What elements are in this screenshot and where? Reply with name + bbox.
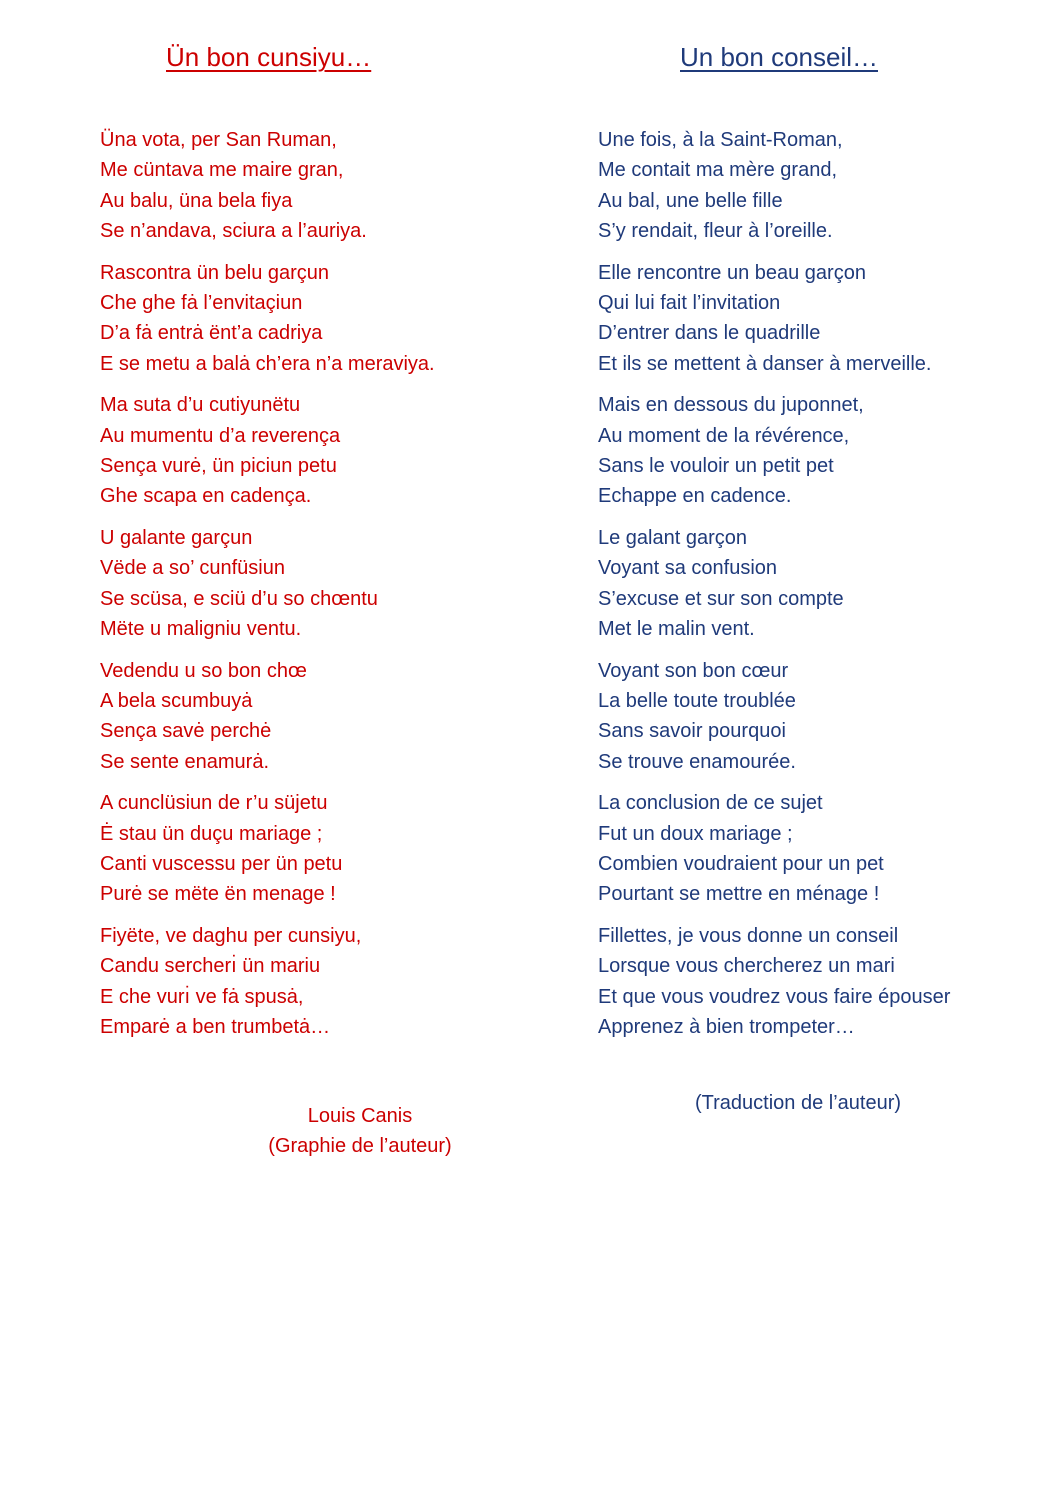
verse-line: Rascontra ün belu garçun [100,261,330,284]
verse-line: Üna vota, per San Ruman, [100,129,337,151]
stanza [598,523,950,645]
verse-line: Vëde a so’ cunfüsiun [100,557,285,580]
translation-title: Un bon conseil… [680,42,878,72]
verse-line: Le galant garçon [598,526,748,549]
stanza [598,921,950,1043]
original-poem-title: Ün bon cunsiyu… [166,42,372,72]
stanza [100,125,435,247]
verse-line: Au balu, üna bela fiya [100,189,293,212]
original-signature [250,1101,470,1161]
verse-line: Au bal, une belle fille [598,189,783,212]
verse-line: Une fois, à la Saint-Roman, [598,129,843,151]
verse-line: E se metu a balȧ ch’era n’a meraviya. [100,352,435,375]
verse-line: Ghe scapa en cadença. [100,485,312,508]
verse-line: Me cüntava me maire gran, [100,159,344,182]
verse-line: Se sente enamurȧ. [100,750,269,773]
verse-line: Fillettes, je vous donne un conseil [598,924,899,947]
stanza [100,921,435,1043]
verse-line: Au mumentu d’a reverença [100,424,341,447]
verse-line: La belle toute troublée [598,689,796,712]
verse-line: Se n’andava, sciura a l’auriya. [100,220,367,243]
verse-line: A bela scumbuyȧ [100,689,253,712]
verse-line: Au moment de la révérence, [598,424,850,447]
verse-line: Fiyëte, ve daghu per cunsiyu, [100,924,362,947]
verse-line: Mëte u maligniu ventu. [100,618,302,641]
translation-note: (Traduction de l’auteur) [694,1092,902,1114]
stanza [100,258,435,380]
verse-line: Sença savė perchė [100,720,272,743]
verse-line: Voyant son bon cœur [598,659,789,682]
verse-line: Se scüsa, e sciü d’u so chœntu [100,587,378,610]
verse-line: Combien voudraient pour un pet [598,852,884,875]
stanza [100,788,435,910]
spelling-note: (Graphie de l’auteur) [268,1135,452,1157]
stanza [100,656,435,778]
verse-line: Sans savoir pourquoi [598,720,786,743]
translation-stanzas [598,125,950,1053]
verse-line: Met le malin vent. [598,618,755,641]
verse-line: E che vurı̇ ve fȧ spusȧ, [100,985,304,1008]
verse-line: Mais en dessous du juponnet, [598,394,864,417]
verse-line: S’y rendait, fleur à l’oreille. [598,220,833,243]
stanza [100,523,435,645]
verse-line: La conclusion de ce sujet [598,792,823,815]
stanza [100,390,435,512]
original-poem-stanzas [100,125,435,1053]
verse-line: Ė stau ün duçu mariage ; [100,822,323,845]
verse-line: S’excuse et sur son compte [598,587,844,610]
verse-line: Me contait ma mère grand, [598,159,837,182]
verse-line: Fut un doux mariage ; [598,822,793,845]
verse-line: Sans le vouloir un petit pet [598,455,834,478]
verse-line: Pourtant se mettre en ménage ! [598,883,880,906]
verse-line: A cunclüsiun de r’u süjetu [100,792,328,815]
verse-line: Canti vuscessu per ün petu [100,852,343,875]
stanza [598,656,950,778]
stanza [598,125,950,247]
author-name: Louis Canis [307,1105,413,1127]
verse-line: Et ils se mettent à danser à merveille. [598,352,932,375]
verse-line: Purė se mëte ën menage ! [100,883,336,906]
translation-signature [678,1088,918,1118]
verse-line: Che ghe fȧ l’envitaçiun [100,292,303,315]
verse-line: Et que vous voudrez vous faire épouser [598,985,951,1008]
verse-line: U galante garçun [100,526,253,549]
verse-line: D’entrer dans le quadrille [598,322,821,345]
verse-line: Voyant sa confusion [598,557,778,580]
verse-line: Sença vurė, ün piciun petu [100,455,337,478]
stanza [598,788,950,910]
verse-line: Elle rencontre un beau garçon [598,261,866,284]
verse-line: Candu sercherı̇ ün mariu [100,955,321,978]
verse-line: Se trouve enamourée. [598,750,796,773]
stanza [598,390,950,512]
verse-line: Echappe en cadence. [598,485,792,508]
stanza [598,258,950,380]
verse-line: Lorsque vous chercherez un mari [598,955,895,978]
verse-line: D’a fȧ entrȧ ënt’a cadriya [100,322,323,345]
verse-line: Emparė a ben trumbetȧ… [100,1015,331,1038]
verse-line: Qui lui fait l’invitation [598,292,781,315]
verse-line: Vedendu u so bon chœ [100,659,307,682]
verse-line: Ma suta d’u cutiyunëtu [100,394,301,417]
verse-line: Apprenez à bien trompeter… [598,1015,855,1038]
